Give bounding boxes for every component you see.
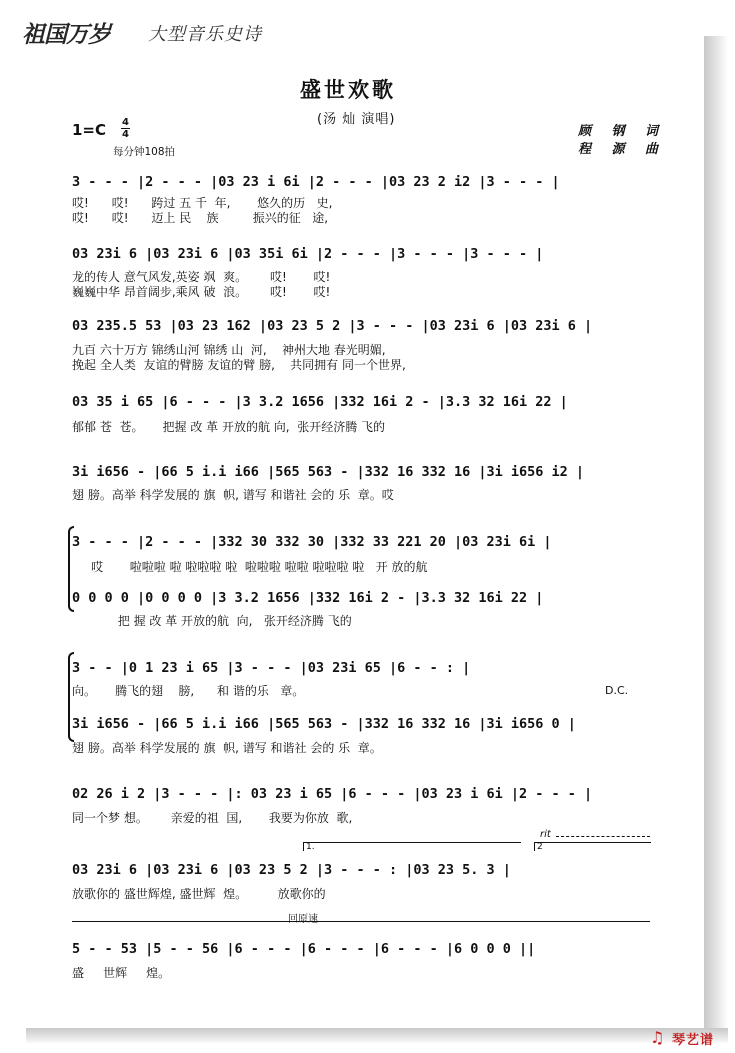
notation-row-4: 03 35 i 65 |6 - - - |3 3.2 1656 |332 16i 2 - |3.3 32 16i 22 | [72,394,568,410]
key-signature: 1=C [72,121,107,139]
site-logo [650,1027,730,1049]
tempo-return-marking: 回原速 [288,914,318,925]
lyric-row-4: 郁郁 苍 苍。 把握 改 革 开放的航 向, 张开经济腾 飞的 [72,420,386,434]
lyric-row-3-verse-2: 挽起 全人类 友谊的臂膀 友谊的臂 膀, 共同拥有 同一个世界, [72,358,406,372]
ritardando-line [556,836,650,837]
tempo-return-line [72,921,650,922]
music-logo-icon: ♫ [650,1028,665,1047]
tempo-marking: 每分钟108拍 [113,146,176,158]
lyric-row-7-lower: 翅 膀。高举 科学发展的 旗 帜, 谱写 和谐社 会的 乐 章。 [72,741,382,755]
volta-1: 1. [303,842,521,851]
lyric-row-6-upper: 哎 啦啦啦 啦 啦啦啦 啦 啦啦啦 啦啦 啦啦啦 啦 开 放的航 [72,560,428,574]
lyric-row-3-verse-1: 九百 六十万方 锦绣山河 锦绣 山 河, 神州大地 春光明媚, [72,343,386,357]
composer-credit: 程 源 曲 [578,142,667,157]
series-header [14,12,314,46]
da-capo-marking: D.C. [605,684,629,697]
lyric-row-7-upper: 向。 腾飞的翅 膀, 和 谐的乐 章。 [72,684,305,698]
lyric-row-1-verse-2: 哎! 哎! 迈上 民 族 振兴的征 途, [72,211,329,225]
lyric-row-10: 盛 世辉 煌。 [72,966,171,980]
lyric-row-1-verse-1: 哎! 哎! 跨过 五 千 年, 悠久的历 史, [72,196,333,210]
notation-row-3: 03 235.5 53 |03 23 162 |03 23 5 2 |3 - - - |03 23i 6 |03 23i 6 | [72,318,593,334]
site-logo-text: 琴艺谱 [672,1033,715,1048]
time-bottom: 4 [122,129,129,140]
time-signature [121,117,130,140]
lyric-row-8: 同一个梦 想。 亲爱的祖 国, 我要为你放 歌, [72,811,353,825]
notation-row-6-lower: 0 0 0 0 |0 0 0 0 |3 3.2 1656 |332 16i 2 - |3.3 32 16i 22 | [72,590,544,606]
sheet-shadow-right [704,36,728,1036]
notation-row-1: 3 - - - |2 - - - |03 23 i 6i |2 - - - |03 23 2 i2 |3 - - - | [72,174,560,190]
lyric-row-2-verse-2: 巍巍中华 昂首阔步,乘风 破 浪。 哎! 哎! [72,285,331,299]
lyric-row-5: 翅 膀。高举 科学发展的 旗 帜, 谱写 和谐社 会的 乐 章。哎 [72,488,394,502]
lyric-row-9: 放歌你的 盛世辉煌, 盛世辉 煌。 放歌你的 [72,887,326,901]
ritardando-marking: rit [540,829,551,840]
lyricist-credit: 顾 钢 词 [578,124,667,139]
notation-row-8: 02 26 i 2 |3 - - - |: 03 23 i 65 |6 - - - |03 23 i 6i |2 - - - | [72,786,593,802]
series-subtitle: 大型音乐史诗 [148,24,262,45]
notation-row-5: 3i i656 - |66 5 i.i i66 |565 563 - |332 16 332 16 |3i i656 i2 | [72,464,585,480]
lyric-row-2-verse-1: 龙的传人 意气风发,英姿 飒 爽。 哎! 哎! [72,270,331,284]
notation-row-7-lower: 3i i656 - |66 5 i.i i66 |565 563 - |332 16 332 16 |3i i656 0 | [72,716,576,732]
lyric-row-6-lower: 把 握 改 革 开放的航 向, 张开经济腾 飞的 [72,614,352,628]
notation-row-10: 5 - - 53 |5 - - 56 |6 - - - |6 - - - |6 - - - |6 0 0 0 || [72,941,536,957]
notation-row-7-upper: 3 - - |0 1 23 i 65 |3 - - - |03 23i 65 |6 - - : | [72,660,471,676]
sheet-shadow-bottom [26,1028,728,1044]
notation-row-9: 03 23i 6 |03 23i 6 |03 23 5 2 |3 - - - : |03 23 5. 3 | [72,862,511,878]
notation-row-2: 03 23i 6 |03 23i 6 |03 35i 6i |2 - - - |3 - - - |3 - - - | [72,246,544,262]
notation-row-6-upper: 3 - - - |2 - - - |332 30 332 30 |332 33 221 20 |03 23i 6i | [72,534,552,550]
time-top: 4 [122,117,129,128]
song-title: 盛世欢歌 [300,78,396,102]
series-brand: 祖国万岁 [22,21,110,48]
volta-2: 2 [534,842,651,851]
performer: (汤 灿 演唱) [317,112,396,127]
